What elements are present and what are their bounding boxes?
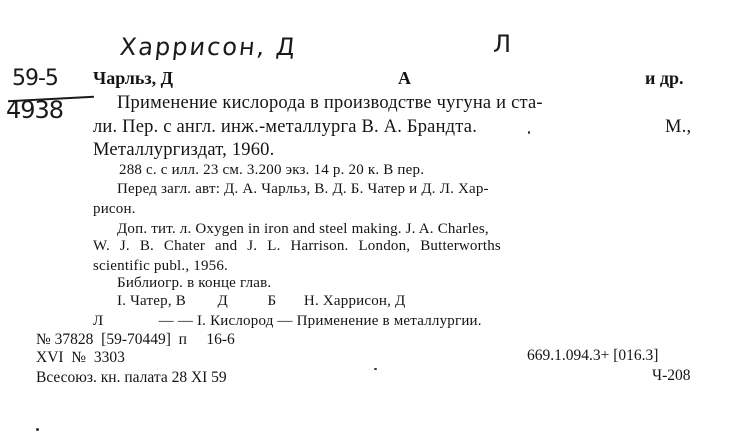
handwritten-call-number-bottom: 4938 bbox=[6, 96, 64, 124]
entry-author: Чарльз, Д bbox=[93, 68, 174, 88]
physical-description: 288 с. с илл. 23 см. 3.200 экз. 14 р. 20 к. В пер. bbox=[119, 162, 425, 178]
title-line-1: Применение кислорода в производстве чугуна и ста- bbox=[117, 93, 543, 113]
original-title-line-2: W. J. B. Chater and J. L. Harrison. London, Butterworths bbox=[93, 238, 501, 254]
udc-code: 669.1.094.3+ [016.3] bbox=[527, 347, 659, 364]
original-title-line-1: Доп. тит. л. Oxygen in iron and steel making. J. A. Charles, bbox=[117, 221, 489, 237]
tracing-line-1: I. Чатер, В Д Б Н. Харрисон, Д bbox=[117, 293, 406, 309]
book-chamber-stamp: Всесоюз. кн. палата 28 XI 59 bbox=[36, 369, 227, 386]
ink-speck bbox=[36, 428, 39, 431]
title-place: М., bbox=[665, 117, 692, 137]
volume-number: XVI № 3303 bbox=[36, 349, 125, 366]
note-authors-line-1: Перед загл. авт: Д. А. Чарльз, В. Д. Б. Чатер и Д. Л. Хар- bbox=[117, 181, 489, 197]
entry-et-al: и др. bbox=[645, 68, 684, 88]
tracing-line-2: Л — — I. Кислород — Применение в металлургии. bbox=[93, 313, 482, 329]
note-authors-line-2: рисон. bbox=[93, 201, 136, 217]
title-line-2: ли. Пер. с англ. инж.-металлурга В. А. Брандта. bbox=[93, 117, 478, 137]
ink-speck bbox=[374, 368, 377, 370]
handwritten-top-name: Харрисон, Д bbox=[118, 33, 299, 61]
ink-speck bbox=[528, 131, 530, 134]
record-number: № 37828 [59-70449] п 16-6 bbox=[36, 331, 235, 348]
title-line-3: Металлургиздат, 1960. bbox=[93, 140, 275, 160]
entry-author-initial: А bbox=[398, 68, 411, 88]
bibliography-note: Библиогр. в конце глав. bbox=[117, 275, 272, 291]
original-title-line-3: scientific publ., 1956. bbox=[93, 258, 228, 274]
handwritten-top-initial: Л bbox=[493, 30, 512, 58]
handwritten-call-number-top: 59-5 bbox=[12, 66, 58, 91]
card-code: Ч-208 bbox=[652, 367, 691, 384]
